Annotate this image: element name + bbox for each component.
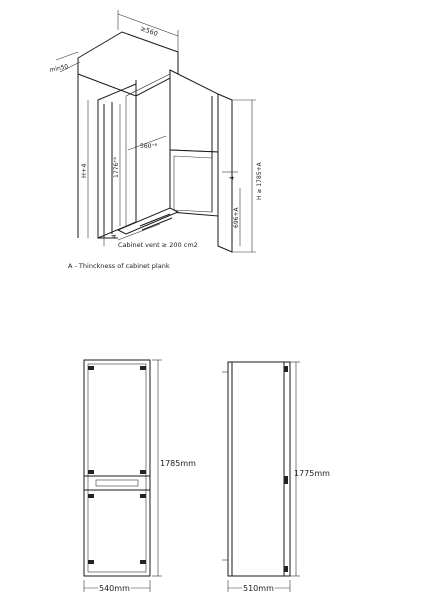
dim-min50-line [56, 52, 78, 60]
cabinet-top [78, 32, 178, 96]
hinge-ml2 [88, 494, 94, 498]
hinge-tl [88, 366, 94, 370]
side-hinge-bottom [284, 566, 288, 572]
dim-min50-label: min50 [48, 63, 69, 74]
installation-drawing [49, 10, 263, 270]
dim-bottom-4-label: 4 [111, 234, 118, 238]
front-width-label: 540mm [99, 584, 130, 593]
hinge-ml [88, 470, 94, 474]
dim-gap-4-label: 4 [229, 176, 236, 180]
side-view-drawing [222, 362, 330, 593]
side-body [228, 362, 290, 576]
dim-niche-height-label: 1776⁺⁸ [113, 157, 120, 178]
hinge-bl [88, 560, 94, 564]
side-hinge-top [284, 366, 288, 372]
dim-depth-top-label: ≥560 [139, 24, 159, 38]
dim-total-height-label: H ≥ 1785+A [256, 162, 263, 200]
hinge-mr2 [140, 494, 146, 498]
side-depth-label: 510mm [243, 584, 274, 593]
hinge-tr [140, 366, 146, 370]
vent-label: Cabinet vent ≥ 200 cm2 [118, 241, 198, 249]
front-body [84, 360, 150, 576]
side-hinge-mid [284, 476, 288, 484]
niche-back-wall [126, 74, 170, 230]
lower-door [170, 150, 218, 216]
side-height-label: 1775mm [294, 469, 330, 478]
hinge-br [140, 560, 146, 564]
front-height-label: 1785mm [160, 459, 196, 468]
hinge-mr [140, 470, 146, 474]
dim-lower-label: 696+A [233, 207, 240, 228]
cabinet-side-panel [218, 94, 232, 252]
dim-inner-depth-label: 560⁺⁸ [140, 143, 158, 150]
upper-door [170, 70, 218, 152]
dim-cabinet-height-label: H+4 [80, 163, 88, 178]
note-label: A - Thinckness of cabinet plank [68, 262, 170, 270]
plinth [118, 208, 178, 234]
front-view-drawing [84, 360, 196, 593]
